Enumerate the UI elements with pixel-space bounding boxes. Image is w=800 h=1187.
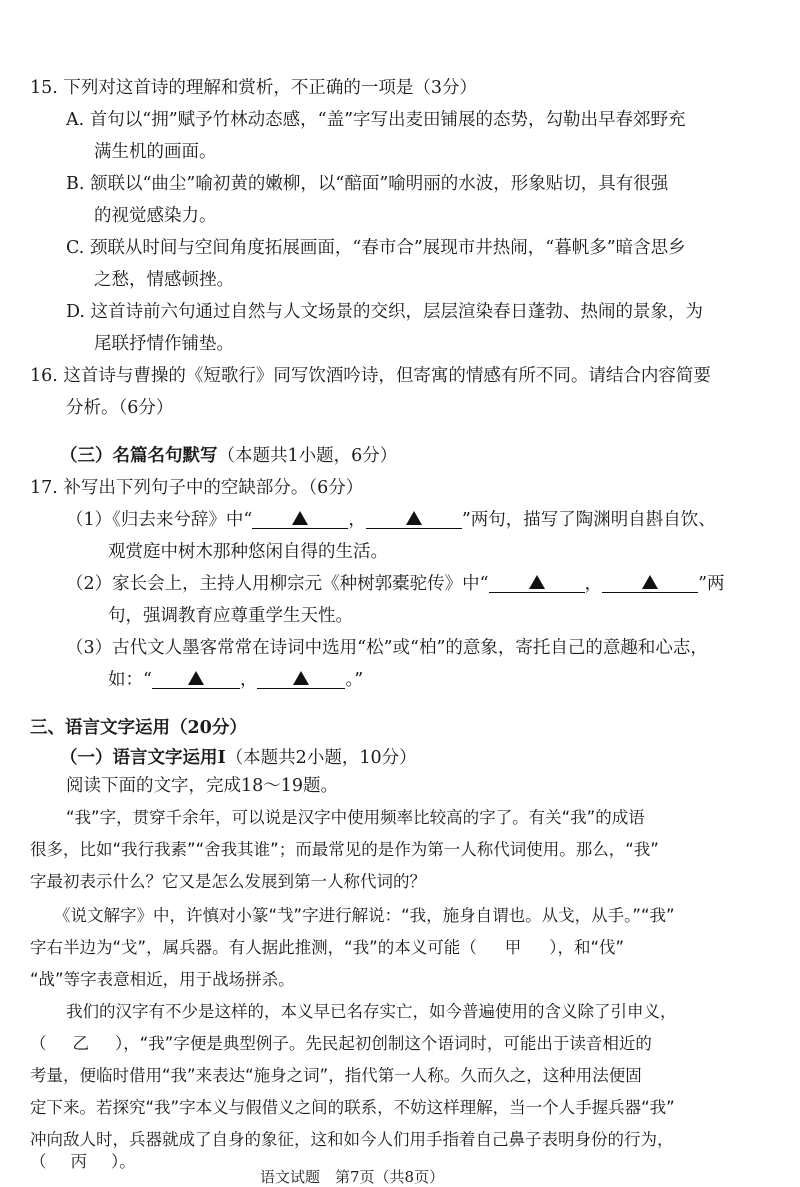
q17-part1-blank1[interactable] — [252, 508, 348, 529]
q16-line1: 16. 这首诗与曹操的《短歌行》同写饮酒吟诗，但寄寓的情感有所不同。请结合内容简要 — [30, 366, 711, 386]
blank-label-bing: 丙 — [70, 1152, 87, 1171]
passage-line-5-end: ），和“伐” — [549, 938, 625, 957]
passage-line-9: 考量，便临时借用“我”来表达“施身之词”，指代第一人称。久而久之，这种用法便固 — [30, 1066, 642, 1085]
page-footer: 语文试题 第7页（共8页） — [260, 1168, 445, 1186]
section-famous-quotes-title: （三）名篇名句默写 — [60, 446, 218, 466]
blank-label-yi: 乙 — [72, 1034, 89, 1053]
q17-part2-line2: 句，强调教育应尊重学生天性。 — [108, 606, 353, 626]
q17-part3-blank2[interactable] — [257, 668, 345, 689]
passage-line-7: 我们的汉字有不少是这样的，本义早已名存实亡，如今普遍使用的含义除了引申义， — [66, 1002, 677, 1021]
q17-part3-blank1[interactable] — [152, 668, 240, 689]
passage-line-1: “我”字，贯穿千余年，可以说是汉字中使用频率比较高的字了。有关“我”的成语 — [66, 808, 645, 827]
q17-part3-line1: （3）古代文人墨客常常在诗词中选用“松”或“柏”的意象，寄托自己的意趣和心志， — [66, 638, 708, 658]
blank-triangle-icon — [406, 511, 422, 525]
q17-part3-line2 — [108, 668, 363, 692]
paren-open: （ — [30, 1034, 47, 1053]
q17-part3-prefix: 如：“ — [108, 670, 152, 690]
q15-stem: 15. 下列对这首诗的理解和赏析，不正确的一项是（3分） — [30, 78, 478, 98]
part3-title: 三、语言文字运用（20分） — [30, 718, 247, 738]
part3-instruction: 阅读下面的文字，完成18～19题。 — [66, 776, 339, 796]
q17-part2-suffix: ”两 — [698, 574, 725, 594]
section-famous-quotes-heading — [60, 444, 397, 468]
passage-line-12 — [30, 1150, 136, 1174]
q17-part1-blank2[interactable] — [366, 508, 462, 529]
q16-line2: 分析。（6分） — [66, 398, 174, 418]
q17-part1-prefix: （1）《归去来兮辞》中“ — [66, 510, 253, 530]
passage-line-6: “战”等字表意相近，用于战场拼杀。 — [30, 970, 295, 989]
q17-part3-suffix: 。” — [345, 670, 364, 690]
part3-subsection-note: （本题共2小题，10分） — [225, 748, 417, 768]
passage-line-2: 很多，比如“我行我素”“舍我其谁”；而最常见的是作为第一人称代词使用。那么，“我” — [30, 840, 659, 859]
q17-part1-comma: ， — [348, 510, 366, 530]
q17-part1-line1 — [66, 508, 716, 532]
q17-part3-comma: ， — [239, 670, 258, 690]
passage-line-11: 冲向敌人时，兵器就成了自身的象征，这和如今人们用手指着自己鼻子表明身份的行为， — [30, 1130, 674, 1149]
passage-line-5 — [30, 936, 624, 960]
part3-subsection-title: （一）语言文字运用Ⅰ — [60, 748, 226, 768]
q17-part2-blank2[interactable] — [602, 572, 698, 593]
part3-subsection-heading — [60, 746, 417, 770]
q15-option-c-line1: C. 颈联从时间与空间角度拓展画面，“春市合”展现市井热闹，“暮帆多”暗含思乡 — [66, 238, 686, 258]
q17-part2-line1 — [66, 572, 725, 596]
section-famous-quotes-note: （本题共1小题，6分） — [217, 446, 398, 466]
passage-line-5-start: 字右半边为“戈”，属兵器。有人据此推测，“我”的本义可能（ — [30, 938, 477, 957]
blank-triangle-icon — [293, 671, 309, 685]
blank-triangle-icon — [642, 575, 658, 589]
q17-part2-blank1[interactable] — [489, 572, 585, 593]
blank-triangle-icon — [292, 511, 308, 525]
passage-line-4: 《说文解字》中，许慎对小篆“𢦏”字进行解说：“我，施身自谓也。从戈，从手。”“我” — [54, 906, 675, 925]
q15-option-c-line2: 之愁，情感顿挫。 — [94, 270, 234, 290]
blank-label-jia: 甲 — [504, 938, 522, 957]
q15-option-a-line1: A. 首句以“拥”赋予竹林动态感，“盖”字写出麦田铺展的态势，勾勒出早春郊野充 — [66, 110, 686, 130]
q17-part2-comma: ， — [584, 574, 603, 594]
q17-part1-line2: 观赏庭中树木那种悠闲自得的生活。 — [108, 542, 388, 562]
q15-option-b-line2: 的视觉感染力。 — [94, 206, 217, 226]
blank-triangle-icon — [188, 671, 204, 685]
q15-option-b-line1: B. 颔联以“曲尘”喻初黄的嫩柳，以“醅面”喻明丽的水波，形象贴切，具有很强 — [66, 174, 669, 194]
q17-part2-prefix: （2）家长会上，主持人用柳宗元《种树郭橐驼传》中“ — [66, 574, 489, 594]
q15-option-d-line2: 尾联抒情作铺垫。 — [94, 334, 234, 354]
q15-option-d-line1: D. 这首诗前六句通过自然与人文场景的交织，层层渲染春日蓬勃、热闹的景象，为 — [66, 302, 704, 322]
passage-line-8-end: ），“我”字便是典型例子。先民起初创制这个语词时，可能出于读音相近的 — [115, 1034, 652, 1053]
paren-open: （ — [30, 1152, 47, 1171]
passage-line-3: 字最初表示什么？它又是怎么发展到第一人称代词的？ — [30, 872, 426, 891]
blank-triangle-icon — [529, 575, 545, 589]
q17-part1-suffix: ”两句，描写了陶渊明自斟自饮、 — [461, 510, 716, 530]
q17-stem: 17. 补写出下列句子中的空缺部分。（6分） — [30, 478, 364, 498]
passage-line-8 — [30, 1032, 652, 1056]
passage-line-12-end: ）。 — [111, 1152, 136, 1171]
q15-option-a-line2: 满生机的画面。 — [94, 142, 217, 162]
passage-line-10: 定下来。若探究“我”字本义与假借义之间的联系，不妨这样理解，当一个人手握兵器“我” — [30, 1098, 675, 1117]
